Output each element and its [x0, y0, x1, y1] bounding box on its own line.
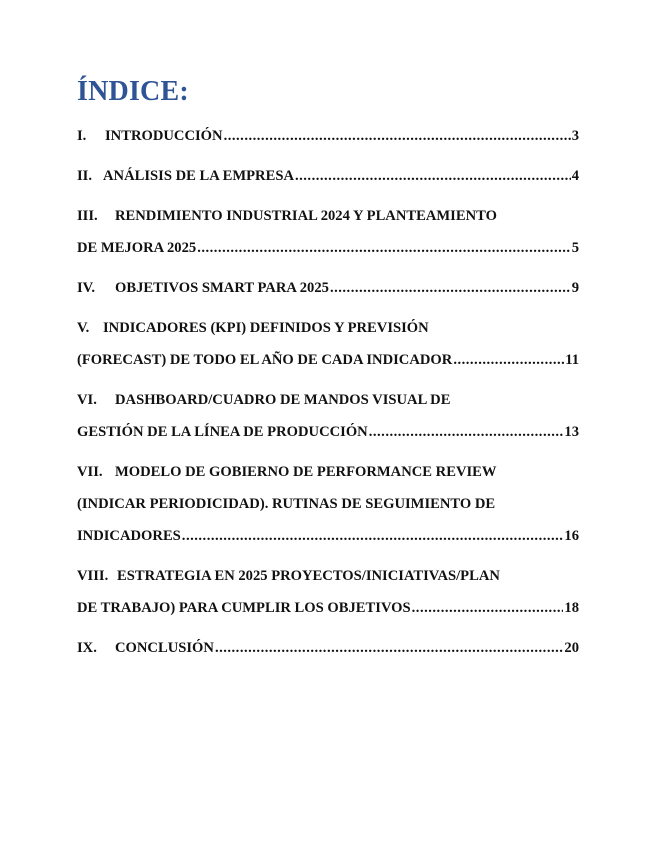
toc-text-continued: (FORECAST) DE TODO EL AÑO DE CADA INDICADOR — [77, 352, 453, 368]
toc-text-continued: INDICADORES — [77, 528, 181, 544]
toc-leader — [330, 272, 571, 304]
toc-page-number: 9 — [571, 280, 579, 296]
toc-page-number: 3 — [571, 128, 579, 144]
toc-number: VI. — [77, 392, 97, 408]
toc-leader — [369, 416, 564, 448]
toc-entry-modelo-gobierno[interactable] — [77, 456, 579, 552]
toc-leader — [182, 520, 564, 552]
toc-text-continued: GESTIÓN DE LA LÍNEA DE PRODUCCIÓN — [77, 424, 368, 440]
toc-number: VII. — [77, 464, 103, 480]
toc-number: VIII. — [77, 568, 109, 584]
toc-number: IV. — [77, 280, 95, 296]
toc-leader — [295, 160, 571, 192]
toc-page-number: 18 — [564, 600, 579, 616]
toc-text-continued: (INDICAR PERIODICIDAD). RUTINAS DE SEGUIMIENTO DE — [77, 496, 496, 512]
toc-text: OBJETIVOS SMART PARA 2025 — [115, 280, 329, 296]
toc-text: RENDIMIENTO INDUSTRIAL 2024 Y PLANTEAMIENTO — [115, 208, 497, 224]
toc-text: ESTRATEGIA EN 2025 PROYECTOS/INICIATIVAS/PLAN — [117, 568, 500, 584]
toc-number: III. — [77, 208, 98, 224]
toc-number: II. — [77, 168, 93, 184]
toc-text-continued: DE MEJORA 2025 — [77, 240, 197, 256]
toc-leader — [224, 120, 571, 152]
toc-leader — [412, 592, 564, 624]
toc-entry-objetivos[interactable] — [77, 272, 579, 304]
toc-entry-introduccion[interactable] — [77, 120, 579, 152]
toc-page-number: 4 — [571, 168, 579, 184]
toc-number: V. — [77, 320, 90, 336]
toc-entry-analisis[interactable] — [77, 160, 579, 192]
toc-number: I. — [77, 128, 87, 144]
table-of-contents — [77, 120, 579, 672]
toc-page-number: 20 — [564, 640, 579, 656]
toc-page-number: 11 — [565, 352, 579, 368]
toc-entry-conclusion[interactable] — [77, 632, 579, 664]
index-title: ÍNDICE: — [77, 76, 189, 107]
toc-text: INDICADORES (KPI) DEFINIDOS Y PREVISIÓN — [103, 320, 429, 336]
toc-text: INTRODUCCIÓN — [105, 128, 223, 144]
toc-text: ANÁLISIS DE LA EMPRESA — [103, 168, 294, 184]
toc-entry-dashboard[interactable] — [77, 384, 579, 448]
toc-page-number: 16 — [564, 528, 579, 544]
toc-page-number: 13 — [564, 424, 579, 440]
toc-text-continued: DE TRABAJO) PARA CUMPLIR LOS OBJETIVOS — [77, 600, 411, 616]
toc-number: IX. — [77, 640, 97, 656]
toc-leader — [197, 232, 571, 264]
toc-leader — [215, 632, 563, 664]
toc-entry-estrategia[interactable] — [77, 560, 579, 624]
toc-entry-indicadores[interactable] — [77, 312, 579, 376]
toc-text: DASHBOARD/CUADRO DE MANDOS VISUAL DE — [115, 392, 451, 408]
toc-text: CONCLUSIÓN — [115, 640, 214, 656]
toc-text: MODELO DE GOBIERNO DE PERFORMANCE REVIEW — [115, 464, 497, 480]
toc-leader — [453, 344, 564, 376]
toc-page-number: 5 — [571, 240, 579, 256]
toc-entry-rendimiento[interactable] — [77, 200, 579, 264]
